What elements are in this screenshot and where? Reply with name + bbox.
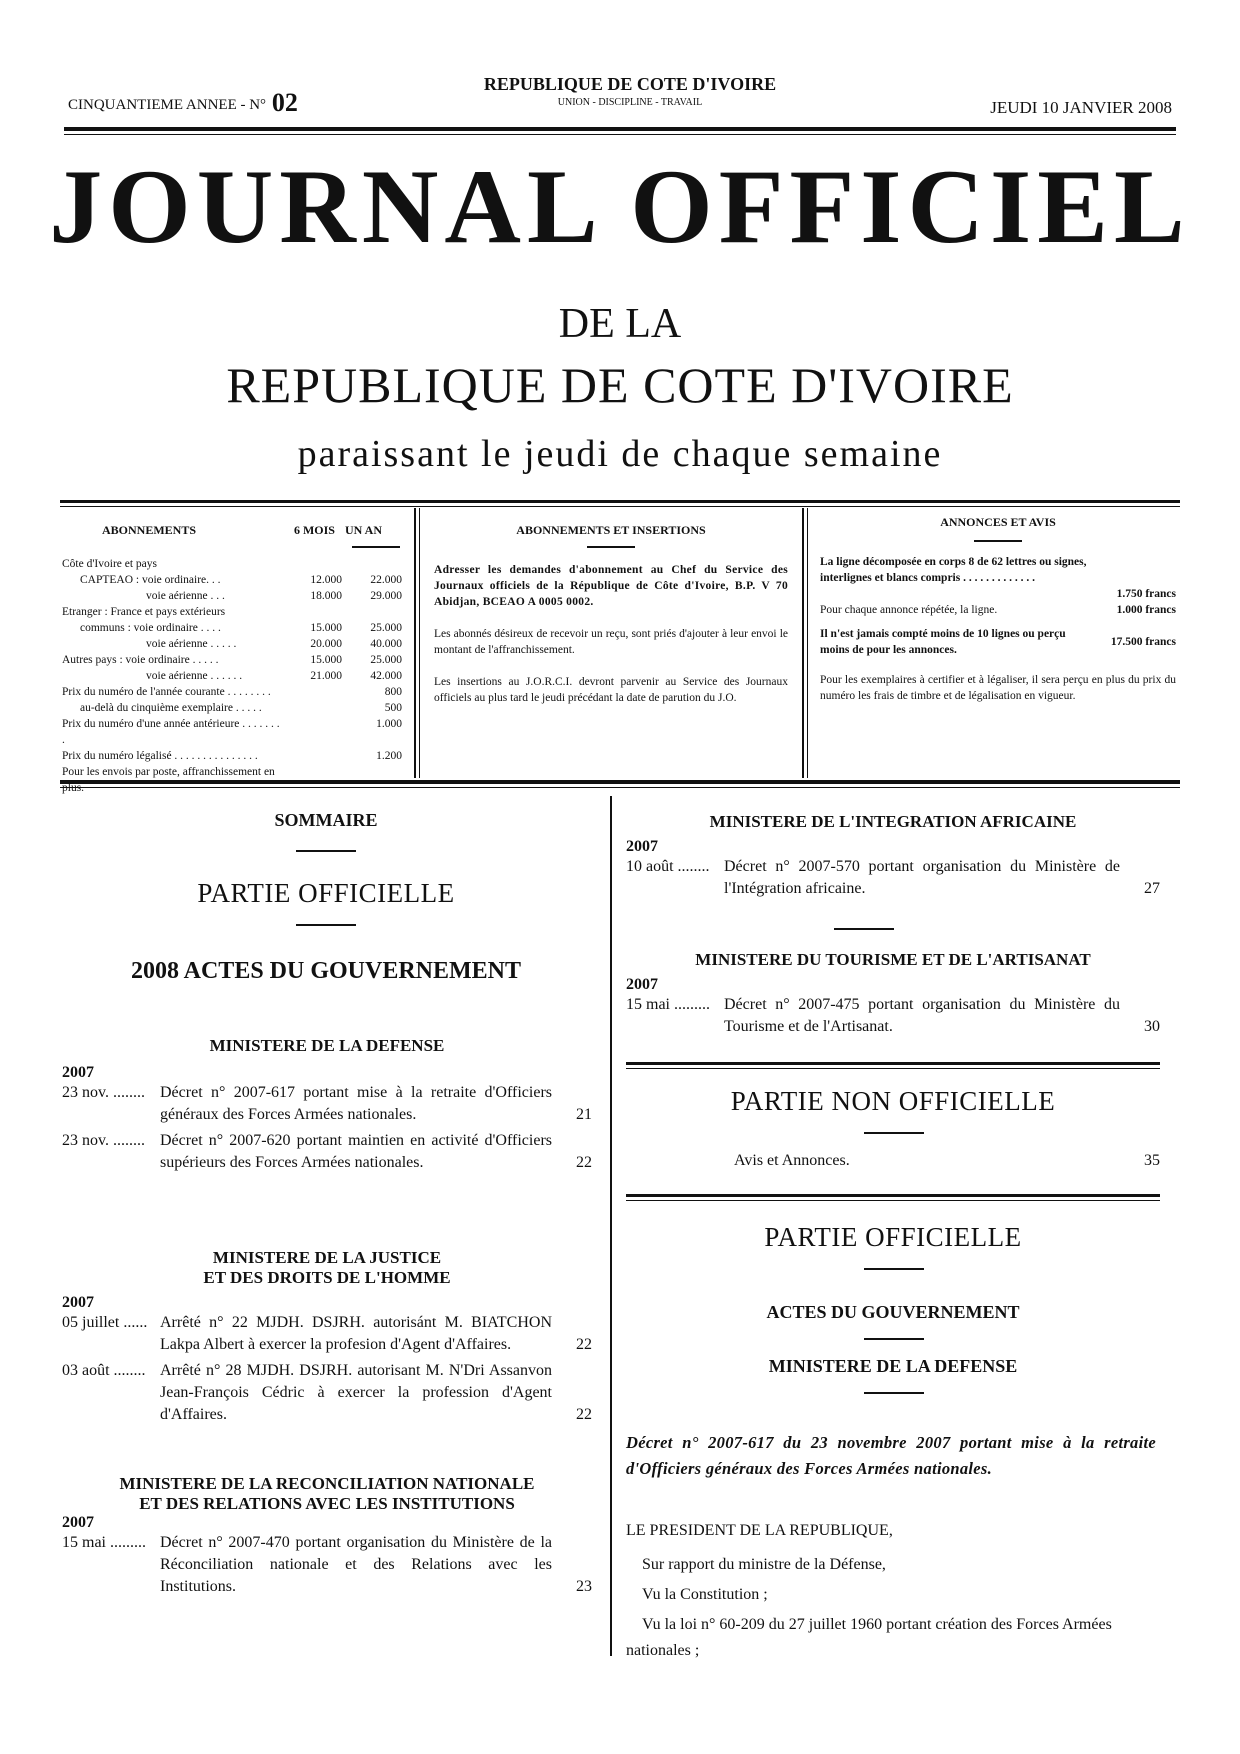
section-defense bbox=[62, 1036, 592, 1174]
rate-6-mois bbox=[282, 684, 342, 700]
rate-row bbox=[62, 652, 402, 668]
non-officielle-rule bbox=[864, 1132, 924, 1134]
rate-label: Autres pays : voie ordinaire . . . . . bbox=[62, 654, 219, 666]
decree-body bbox=[626, 1548, 1156, 1664]
rate-row bbox=[62, 636, 402, 652]
rate-1-an: 800 bbox=[384, 686, 402, 698]
section-reconciliation bbox=[62, 1474, 592, 1598]
national-motto: UNION - DISCIPLINE - TRAVAIL bbox=[557, 97, 703, 108]
integration-entries bbox=[626, 856, 1160, 900]
box-divider-1 bbox=[414, 508, 416, 778]
entry-text: Décret n° 2007-617 portant mise à la retraite d'Officiers généraux des Forces Armées nationales. bbox=[160, 1084, 552, 1123]
rate-1-an bbox=[342, 604, 402, 620]
rate-label: Prix du numéro de l'année courante . . . . . . . . bbox=[62, 686, 271, 698]
defense-title: MINISTERE DE LA DEFENSE bbox=[209, 1036, 445, 1055]
rate-label: Pour les envois par poste, affranchissement en plus. bbox=[62, 766, 275, 794]
defense-entries bbox=[62, 1082, 592, 1174]
box-divider-1b bbox=[419, 508, 420, 778]
publication-frequency: paraissant le jeudi de chaque semaine bbox=[297, 433, 943, 475]
section-justice bbox=[62, 1248, 592, 1426]
justice-year: 2007 bbox=[62, 1294, 94, 1311]
rate-label: communs : voie ordinaire . . . . bbox=[80, 622, 221, 634]
integration-year: 2007 bbox=[626, 838, 658, 855]
entry-text: Décret n° 2007-475 portant organisation du Ministère du Tourisme et de l'Artisanat. bbox=[724, 996, 1120, 1035]
entry-text: Arrêté n° 22 MJDH. DSJRH. autorisánt M. BIATCHON Lakpa Albert à exercer la profesion d'Agent d'Affaires. bbox=[160, 1314, 552, 1353]
rate-row bbox=[62, 748, 402, 764]
rate-6-mois bbox=[282, 700, 342, 716]
rate-6-mois: 12.000 bbox=[310, 574, 342, 586]
actes-heading: 2008 ACTES DU GOUVERNEMENT bbox=[130, 958, 522, 984]
column-divider bbox=[610, 796, 612, 1656]
decree-line: Sur rapport du ministre de la Défense, bbox=[642, 1556, 886, 1573]
avis-page: 35 bbox=[1144, 1152, 1160, 1169]
col-1-an: UN AN bbox=[344, 523, 382, 537]
decree-title: Décret n° 2007-617 du 23 novembre 2007 portant mise à la retraite d'Officiers généraux des Forces Armées nationales. bbox=[626, 1433, 1156, 1478]
rate-label: CAPTEAO : voie ordinaire. . . bbox=[80, 574, 221, 586]
rate-row bbox=[62, 572, 402, 588]
journal-title: JOURNAL OFFICIEL bbox=[49, 148, 1191, 265]
sommaire-entry bbox=[62, 1312, 592, 1356]
rate-1-an: 1.000 bbox=[376, 718, 402, 730]
entry-date: 10 août ........ bbox=[626, 858, 710, 875]
entry-text: Arrêté n° 28 MJDH. DSJRH. autorisant M. N'Dri Assanvon Jean-François Cédric à exercer la profession d'Agent d'Affaires. bbox=[160, 1362, 552, 1423]
box-divider-2 bbox=[802, 508, 804, 778]
rate-1-an: 40.000 bbox=[370, 638, 402, 650]
annonces-rule bbox=[974, 540, 1022, 542]
republic-name: REPUBLIQUE DE COTE D'IVOIRE bbox=[483, 74, 777, 94]
entry-date: 15 mai ......... bbox=[626, 996, 710, 1013]
rate-row bbox=[62, 588, 402, 604]
annonces-minimum-price: 17.500 francs bbox=[1110, 636, 1176, 648]
reconciliation-entries bbox=[62, 1532, 592, 1598]
defense-year: 2007 bbox=[62, 1064, 94, 1081]
annonces-minimum: Il n'est jamais compté moins de 10 lignes ou perçu moins de pour les annonces. bbox=[820, 628, 1066, 656]
officielle-top-rule-thin bbox=[626, 1200, 1160, 1201]
box-divider-2b bbox=[807, 508, 808, 778]
rates-rule bbox=[352, 546, 400, 548]
annonces-line-rate: La ligne décomposée en corps 8 de 62 lettres ou signes, interlignes et blancs compris . . . . . . . . . . . . . bbox=[820, 556, 1087, 584]
entry-page: 22 bbox=[576, 1154, 592, 1171]
tourisme-title: MINISTERE DU TOURISME ET DE L'ARTISANAT bbox=[695, 950, 1091, 969]
rate-1-an: 25.000 bbox=[370, 654, 402, 666]
reconciliation-title-2: ET DES RELATIONS AVEC LES INSTITUTIONS bbox=[139, 1494, 515, 1513]
decree-line: Vu la Constitution ; bbox=[642, 1586, 768, 1603]
rate-1-an: 25.000 bbox=[370, 622, 402, 634]
avis-entry bbox=[734, 1150, 1160, 1172]
insertions-rule bbox=[587, 546, 635, 548]
entry-text: Décret n° 2007-470 portant organisation du Ministère de la Réconciliation nationale et des Relations avec les Institutions. bbox=[160, 1534, 552, 1595]
rate-1-an bbox=[342, 764, 402, 796]
rates-table bbox=[62, 572, 402, 796]
partie-non-officielle-heading: PARTIE NON OFFICIELLE bbox=[730, 1086, 1056, 1116]
entry-text: Décret n° 2007-620 portant maintien en activité d'Officiers supérieurs des Forces Armées nationales. bbox=[160, 1132, 552, 1171]
issue-date: JEUDI 10 JANVIER 2008 bbox=[990, 98, 1172, 117]
rates-group-label: Côte d'Ivoire et pays bbox=[62, 558, 158, 570]
partie-officielle-heading: PARTIE OFFICIELLE bbox=[197, 878, 455, 908]
rate-1-an: 29.000 bbox=[370, 590, 402, 602]
entry-date: 05 juillet ...... bbox=[62, 1314, 148, 1331]
rate-6-mois bbox=[282, 764, 342, 796]
entry-page: 27 bbox=[1144, 880, 1160, 897]
rate-6-mois: 15.000 bbox=[310, 622, 342, 634]
right-actes-rule bbox=[864, 1338, 924, 1340]
reconciliation-title-1: MINISTERE DE LA RECONCILIATION NATIONALE bbox=[119, 1474, 535, 1493]
right-ministere-heading: MINISTERE DE LA DEFENSE bbox=[768, 1356, 1018, 1376]
non-officielle-top-rule-thin bbox=[626, 1068, 1160, 1069]
rate-1-an: 500 bbox=[384, 702, 402, 714]
annonces-repeat-rate: Pour chaque annonce répétée, la ligne. bbox=[820, 604, 998, 616]
rate-label: voie aérienne . . . bbox=[146, 590, 225, 602]
subscription-rates bbox=[62, 522, 402, 796]
entry-date: 23 nov. ........ bbox=[62, 1084, 145, 1101]
rate-row bbox=[62, 716, 402, 748]
rate-6-mois: 18.000 bbox=[310, 590, 342, 602]
rate-label: voie aérienne . . . . . bbox=[146, 638, 237, 650]
annonces-repeat-price: 1.000 francs bbox=[1116, 604, 1176, 616]
entry-page: 22 bbox=[576, 1336, 592, 1353]
box-top-rule-thin bbox=[60, 506, 1180, 507]
right-ministere-rule bbox=[864, 1392, 924, 1394]
rate-1-an: 42.000 bbox=[370, 670, 402, 682]
non-officielle-top-rule bbox=[626, 1062, 1160, 1065]
insertions-deadline: Les insertions au J.O.R.C.I. devront parvenir au Service des Journaux officiels au plus tard le jeudi précédant la date de parution du J.O. bbox=[434, 676, 788, 704]
sommaire-entry bbox=[626, 994, 1160, 1038]
decree-line: Vu la loi n° 60-209 du 27 juillet 1960 portant création des Forces Armées nationales ; bbox=[626, 1616, 1112, 1659]
tourisme-entries bbox=[626, 994, 1160, 1038]
sommaire-rule bbox=[296, 850, 356, 852]
rate-label: au-delà du cinquième exemplaire . . . . . bbox=[80, 702, 262, 714]
sommaire-heading: SOMMAIRE bbox=[274, 810, 378, 830]
rate-row bbox=[62, 604, 402, 620]
justice-title-1: MINISTERE DE LA JUSTICE bbox=[212, 1248, 442, 1267]
justice-title-2: ET DES DROITS DE L'HOMME bbox=[203, 1268, 451, 1287]
insertions-info bbox=[434, 522, 788, 706]
rate-6-mois: 21.000 bbox=[310, 670, 342, 682]
sommaire-entry bbox=[62, 1532, 592, 1598]
masthead-rule-thin bbox=[64, 134, 1176, 135]
entry-date: 03 août ........ bbox=[62, 1362, 146, 1379]
right-officielle-rule bbox=[864, 1268, 924, 1270]
col-6-mois: 6 MOIS bbox=[293, 523, 335, 537]
sommaire-entry bbox=[62, 1082, 592, 1126]
sommaire-entry bbox=[626, 856, 1160, 900]
rate-row bbox=[62, 620, 402, 636]
rate-row bbox=[62, 700, 402, 716]
integration-rule bbox=[834, 928, 894, 930]
sommaire-entry bbox=[62, 1360, 592, 1426]
subscriptions-heading: ABONNEMENTS bbox=[102, 523, 197, 537]
masthead-rule bbox=[64, 127, 1176, 131]
annonces-legalisation: Pour les exemplaires à certifier et à légaliser, il sera perçu en plus du prix du numéro les frais de timbre et de légalisation en vigueur. bbox=[820, 674, 1176, 702]
rate-row bbox=[62, 668, 402, 684]
officielle-top-rule bbox=[626, 1194, 1160, 1197]
rate-row bbox=[62, 764, 402, 796]
tourisme-year: 2007 bbox=[626, 976, 658, 993]
sommaire-entry bbox=[62, 1130, 592, 1174]
president-line: LE PRESIDENT DE LA REPUBLIQUE, bbox=[626, 1522, 893, 1539]
rate-label: voie aérienne . . . . . . bbox=[146, 670, 243, 682]
annonces-heading: ANNONCES ET AVIS bbox=[940, 515, 1056, 529]
integration-title: MINISTERE DE L'INTEGRATION AFRICAINE bbox=[709, 812, 1077, 831]
entry-date: 23 nov. ........ bbox=[62, 1132, 145, 1149]
right-partie-officielle-heading: PARTIE OFFICIELLE bbox=[764, 1222, 1022, 1252]
insertions-receipt: Les abonnés désireux de recevoir un reçu, sont priés d'ajouter à leur envoi le montant de l'affranchissement. bbox=[434, 628, 788, 656]
rate-6-mois bbox=[282, 716, 342, 748]
rate-1-an: 1.200 bbox=[376, 750, 402, 762]
rate-6-mois: 15.000 bbox=[310, 654, 342, 666]
de-la: DE LA bbox=[558, 301, 682, 347]
right-actes-heading: ACTES DU GOUVERNEMENT bbox=[766, 1302, 1020, 1322]
justice-entries bbox=[62, 1312, 592, 1426]
entry-date: 15 mai ......... bbox=[62, 1534, 146, 1551]
section-tourisme bbox=[626, 950, 1160, 1038]
issue-number bbox=[68, 88, 298, 118]
rate-label: Prix du numéro légalisé . . . . . . . . . . . . . . . bbox=[62, 750, 258, 762]
entry-page: 23 bbox=[576, 1578, 592, 1595]
rate-row bbox=[62, 684, 402, 700]
reconciliation-year: 2007 bbox=[62, 1514, 94, 1531]
entry-text: Décret n° 2007-570 portant organisation du Ministère de l'Intégration africaine. bbox=[724, 858, 1120, 897]
section-integration bbox=[626, 812, 1160, 900]
entry-page: 30 bbox=[1144, 1018, 1160, 1035]
avis-text: Avis et Annonces. bbox=[734, 1152, 850, 1169]
rate-6-mois: 20.000 bbox=[310, 638, 342, 650]
entry-page: 21 bbox=[576, 1106, 592, 1123]
rate-label: Prix du numéro d'une année antérieure . . . . . . . . bbox=[62, 718, 280, 746]
annonces-line-price: 1.750 francs bbox=[1116, 588, 1176, 600]
republic-header bbox=[440, 74, 820, 108]
rate-6-mois bbox=[282, 748, 342, 764]
partie-officielle-rule bbox=[296, 924, 356, 926]
insertions-heading: ABONNEMENTS ET INSERTIONS bbox=[516, 523, 706, 537]
annonces-info bbox=[820, 514, 1176, 704]
rate-label: Etranger : France et pays extérieurs bbox=[62, 606, 226, 618]
rate-6-mois bbox=[282, 604, 342, 620]
issue-number-value: 02 bbox=[271, 88, 298, 117]
entry-page: 22 bbox=[576, 1406, 592, 1423]
republic-title: REPUBLIQUE DE COTE D'IVOIRE bbox=[226, 357, 1014, 413]
issue-label: CINQUANTIEME ANNEE - N° bbox=[68, 97, 267, 113]
insertions-address: Adresser les demandes d'abonnement au Chef du Service des Journaux officiels de la République de Côte d'Ivoire, B.P. V 70 Abidjan, BCEAO A 0005 0002. bbox=[434, 564, 788, 608]
rate-1-an: 22.000 bbox=[370, 574, 402, 586]
box-top-rule bbox=[60, 500, 1180, 503]
